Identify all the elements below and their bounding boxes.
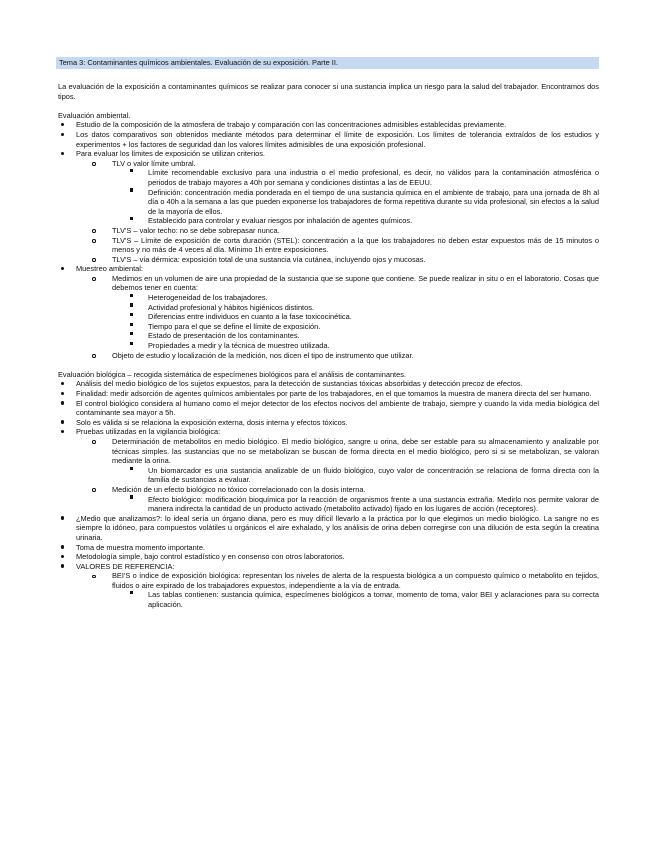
bullet-item: Análisis del medio biológico de los sujetos expuestos, para la detección de sustancias tóxicas absorbidas y detección precoz de efectos. [58, 379, 599, 389]
sub-bullet-item: Medimos en un volumen de aire una propiedad de la sustancia que se supone que contiene. Se puede realizar in situ o en el laboratorio. Cosas que debemos tener en cuenta: [58, 274, 599, 293]
sub-sub-bullet-item: Las tablas contienen: sustancia química, especímenes biológicos a tomar, momento de toma, valor BEI y aclaraciones para su correcta aplicación. [58, 590, 599, 609]
bullet-circle-icon [92, 239, 96, 243]
sub-sub-bullet-item: Estado de presentación de los contaminantes. [58, 331, 599, 341]
bullet-dot-icon [61, 123, 64, 126]
bullet-square-icon [130, 313, 133, 316]
bullet-item: Estudio de la composición de la atmosfera de trabajo y comparación con las concentraciones admisibles establecidas previamente. [58, 120, 599, 130]
bullet-dot-icon [61, 133, 64, 136]
bullet-circle-icon [92, 258, 96, 262]
bullet-dot-icon [61, 152, 64, 155]
bullet-circle-icon [92, 440, 96, 444]
bullet-square-icon [130, 169, 133, 172]
bullet-dot-icon [61, 401, 64, 404]
bullet-square-icon [130, 217, 133, 220]
sub-sub-bullet-item: Propiedades a medir y la técnica de muestreo utilizada. [58, 341, 599, 351]
bullet-item: Los datos comparativos son obtenidos mediante métodos para determinar el límite de exposición. Los límites de tolerancia extraídos de los estudios y experimentos + los factores de seguridad dan los valores límites admisibles de una exposición profesional. [58, 130, 599, 149]
sub-bullet-item: Objeto de estudio y localización de la medición, nos dicen el tipo de instrumento que utilizar. [58, 351, 599, 361]
bullet-item: Muestreo ambiental: [58, 264, 599, 274]
sub-sub-bullet-item: Límite recomendable exclusivo para una industria o el medio profesional, es decir, no válidos para la contaminación atmosférica o periodos de trabajo mayores a 40h por semana y condiciones distintas a las de EEUU. [58, 168, 599, 187]
bullet-circle-icon [92, 229, 96, 233]
document-title: Tema 3: Contaminantes químicos ambientales. Evaluación de su exposición. Parte II. [56, 57, 599, 69]
bullet-square-icon [130, 323, 133, 326]
bullet-item: ¿Medio que analizamos?: lo ideal sería un órgano diana, pero es muy difícil llevarlo a la práctica por lo que elegimos un medio biológico. La sangre no es siempre lo idóneo, para compuestos volátiles u orgánicos el aire exhalado, y los análisis de orina deben corregirse con una dilución de esta según la creatina urinaria. [58, 514, 599, 543]
bullet-dot-icon [61, 564, 64, 567]
sub-bullet-item: TLV'S – vía dérmica: exposición total de una sustancia vía cutánea, incluyendo ojos y mucosas. [58, 255, 599, 265]
bullet-square-icon [130, 342, 133, 345]
bullet-circle-icon [92, 488, 96, 492]
bullet-dot-icon [61, 392, 64, 395]
bullet-circle-icon [92, 162, 96, 166]
bullet-circle-icon [92, 575, 96, 579]
bullet-dot-icon [61, 545, 64, 548]
bullet-dot-icon [61, 267, 64, 270]
bullet-square-icon [130, 303, 133, 306]
sub-bullet-item: TLV'S – valor techo: no se debe sobrepasar nunca. [58, 226, 599, 236]
sub-bullet-item: Determinación de metabolitos en medio biológico. El medio biológico, sangre u orina, debe ser estable para su almacenamiento y analizable por técnicas simples. las sustancias que no se metabolizan se buscan de forma directa en el medio biológico, pero si si se metabolizan, se valoran mediante la orina. [58, 437, 599, 466]
bullet-square-icon [130, 294, 133, 297]
bullet-circle-icon [92, 354, 96, 358]
bullet-item: Toma de muestra momento importante. [58, 543, 599, 553]
env-heading: Evaluación ambiental. [58, 110, 131, 120]
sub-bullet-item: Medición de un efecto biológico no tóxico correlacionado con la dosis interna. [58, 485, 599, 495]
sub-sub-bullet-item: Actividad profesional y hábitos higiénicos distintos. [58, 303, 599, 313]
sub-sub-bullet-item: Un biomarcador es una sustancia analizable de un fluido biológico, cuyo valor de concentración se relaciona de forma directa con la familia de sustancias a evaluar. [58, 466, 599, 485]
sub-sub-bullet-item: Establecido para controlar y evaluar riesgos por inhalación de agentes químicos. [58, 216, 599, 226]
sub-sub-bullet-item: Diferencias entre individuos en cuanto a la fase toxicocinética. [58, 312, 599, 322]
intro-paragraph: La evaluación de la exposición a contaminantes químicos se realizar para conocer si una sustancia implica un riesgo para la salud del trabajador. Encontramos dos tipos. [58, 82, 599, 101]
bullet-circle-icon [92, 277, 96, 281]
bullet-item: El control biológico considera al humano como el mejor detector de los efectos nocivos del ambiente de trabajo, siempre y cuando la vida media biológica del contaminante sea mayor a 5h. [58, 399, 599, 418]
bullet-square-icon [130, 188, 133, 191]
bullet-item: Solo es válida si se relaciona la exposición externa, dosis interna y efectos tóxicos. [58, 418, 599, 428]
sub-sub-bullet-item: Tiempo para el que se define el límite de exposición. [58, 322, 599, 332]
bullet-square-icon [130, 332, 133, 335]
bullet-item: VALORES DE REFERENCIA: [58, 562, 599, 572]
bullet-dot-icon [61, 382, 64, 385]
document-body [58, 82, 599, 610]
sub-bullet-item: TLV'S – Límite de exposición de corta duración (STEL): concentración a la que los trabajadores no deben estar expuestos más de 15 minutos o menos y no más de 4 veces al día. Mínimo 1h entre exposiciones. [58, 236, 599, 255]
bullet-square-icon [130, 467, 133, 470]
bio-heading: Evaluación biológica – recogida sistemática de especímenes biológicos para el análisis de contaminantes. [58, 369, 406, 379]
bullet-item: Pruebas utilizadas en la vigilancia biológica: [58, 427, 599, 437]
bullet-item: Finalidad: medir adsorción de agentes químicos ambientales por parte de los trabajadores, en el que tomamos la muestra de manera directa del ser humano. [58, 389, 599, 399]
sub-bullet-item: TLV o valor límite umbral. [58, 159, 599, 169]
bullet-item: Metodología simple, bajo control estadístico y en consenso con otros laboratorios. [58, 552, 599, 562]
sub-sub-bullet-item: Heterogeneidad de los trabajadores. [58, 293, 599, 303]
bullet-item: Para evaluar los límites de exposición se utilizan criterios. [58, 149, 599, 159]
bullet-square-icon [130, 495, 133, 498]
bullet-dot-icon [61, 430, 64, 433]
bullet-dot-icon [61, 420, 64, 423]
sub-sub-bullet-item: Efecto biológico: modificación bioquímica por la reacción de organismos frente a una sustancia extraña. Medirlo nos permite valorar de manera indirecta la cantidad de un producto activado (metabolito activado) fijado en los lugares de acción (receptores). [58, 495, 599, 514]
bullet-dot-icon [61, 555, 64, 558]
bullet-dot-icon [61, 516, 64, 519]
bullet-square-icon [130, 591, 133, 594]
sub-sub-bullet-item: Definición: concentración media ponderada en el tiempo de una sustancia química en el ambiente de trabajo, para una jornada de 8h al día o 40h a la semana a las que pueden exponerse los trabajadores de forma repetitiva durante su vida profesional, sin efectos a la salud de la mayoría de ellos. [58, 188, 599, 217]
sub-bullet-item: BEI'S o índice de exposición biológica: representan los niveles de alerta de la respuesta biológica a un compuesto químico o metabolito en tejidos, fluidos o aire expirado de los trabajadores expuestos, independiente a la vía de entrada. [58, 571, 599, 590]
